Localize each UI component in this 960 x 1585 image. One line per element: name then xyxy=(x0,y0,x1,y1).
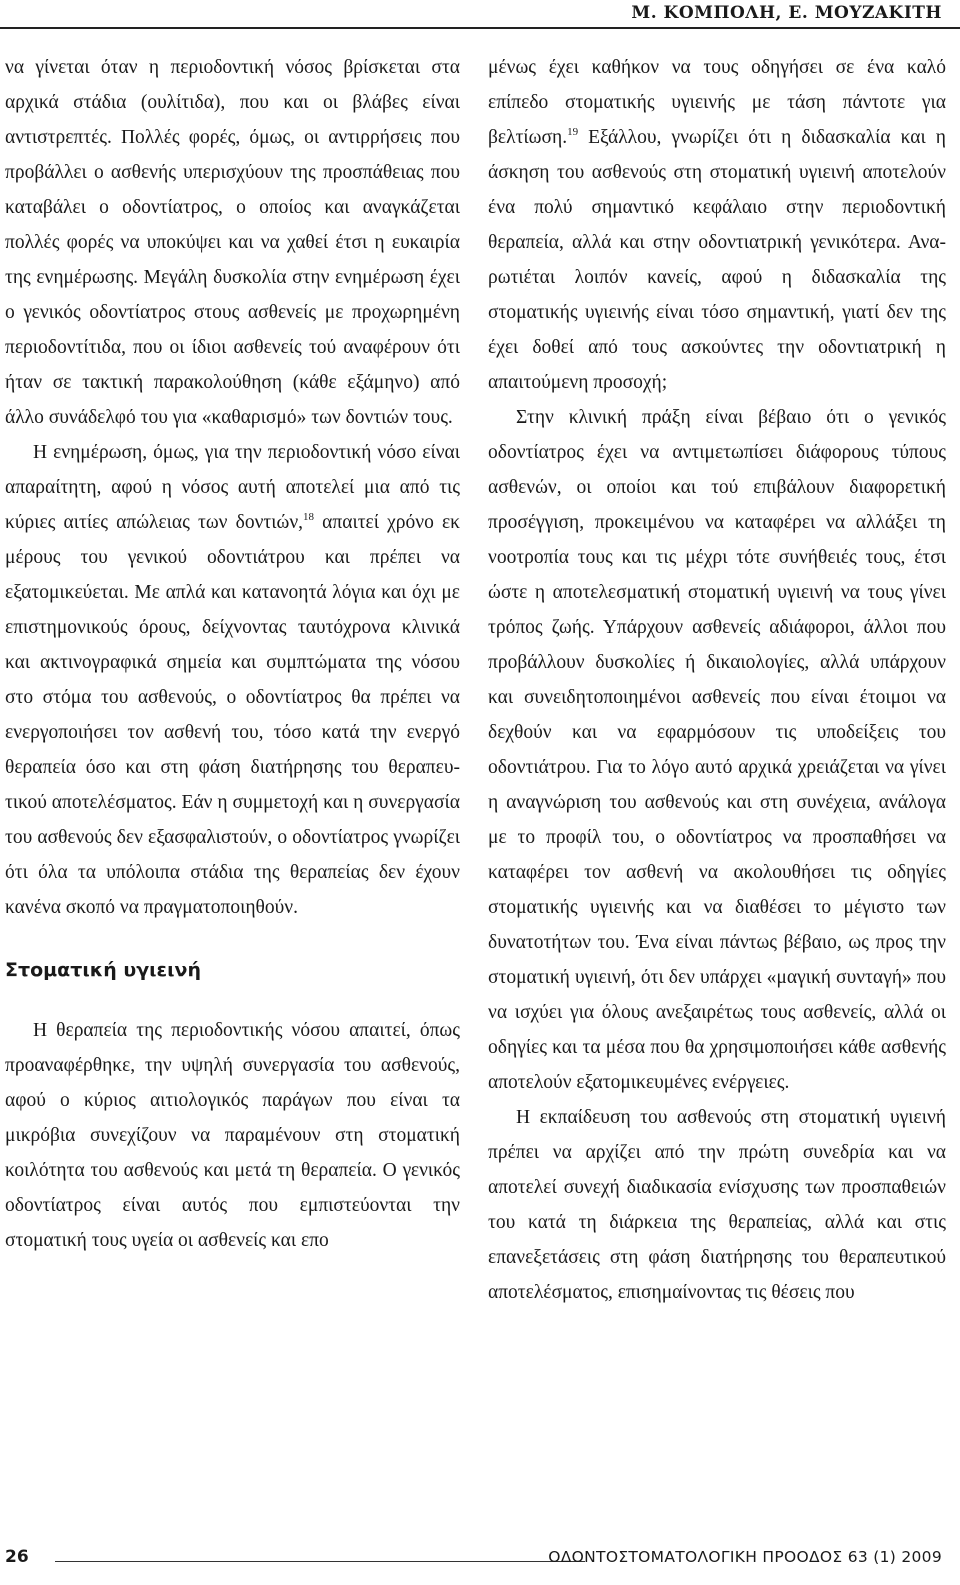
left-paragraph-3: Η θεραπεία της περιοδοντικής νόσου απαιτεί, όπως προαναφέρθηκε, την υψηλή συνεργασία του ασθενούς, αφού ο κύριος αιτιολογικός παράγων που είναι τα μικρόβια συνεχίζουν να παραμένουν στη στοματική κοιλότητα του ασθενούς και μετά τη θεραπεία. Ο γενικός οδοντίατρος είναι αυτός που εμπιστεύονται την στοματική τους υγεία οι ασθενείς και επο xyxy=(5,1020,460,1251)
header-rule xyxy=(0,27,960,29)
right-column xyxy=(488,50,946,1310)
footer-rule xyxy=(55,1561,585,1562)
section-heading-oral-hygiene: Στοματική υγιεινή xyxy=(5,959,201,981)
reference-18: 18 xyxy=(303,511,315,523)
page-number: 26 xyxy=(5,1547,29,1567)
journal-name: ΟΔΟΝΤΟΣΤΟΜΑΤΟΛΟΓΙΚΗ ΠΡΟΟΔΟΣ 63 (1) 2009 xyxy=(548,1548,942,1566)
right-paragraph-1-text-a: μένως έχει καθήκον να τους οδηγήσει σε ένα καλό επίπεδο στοματικής υγιεινής με τάση πάντοτε για βελτίωση. xyxy=(488,57,946,148)
reference-19: 19 xyxy=(567,126,579,138)
right-paragraph-1 xyxy=(488,50,946,400)
left-column xyxy=(5,50,460,1258)
right-paragraph-1-text-b: Εξάλλου, γνωρίζει ότι η διδασκαλία και η άσκηση του ασθενούς στη στοματική υγιεινή αποτελούν ένα πολύ σημαντικό κεφάλαιο στην περιοδοντική θεραπεία, αλλά και στην οδοντιατρική γενικότερα. Αναρωτιέται λοιπόν κανείς, αφού η διδασκαλία της στοματικής υγιεινής είναι τόσο σημαντική, γιατί δεν της έχει δοθεί από τους ασκούντες την οδοντιατρική η απαιτούμενη προσοχή; xyxy=(488,127,946,393)
running-head-authors: Μ. ΚΟΜΠΟΛΗ, Ε. ΜΟΥΖΑΚΙΤΗ xyxy=(631,3,942,23)
left-paragraph-2-text-a: Η ενημέρωση, όμως, για την περιοδοντική νόσο είναι απαραίτητη, αφού η νόσος αυτή αποτελεί μια από τις κύριες αιτίες απώλειας των δοντιών, xyxy=(5,442,460,533)
right-paragraph-2: Στην κλινική πράξη είναι βέβαιο ότι ο γενικός οδοντίατρος έχει να αντιμετωπίσει διάφορους τύπους ασθενών, οι οποίοι και τού επιβάλουν διαφορετική προσέγγιση, προκειμένου να καταφέρει να αλλάξει τη νοοτροπία τους και τις μέχρι τότε συνήθειές τους, έτσι ώστε η αποτελεσματική στοματική υγιεινή να τους γίνει τρόπος ζωής. Υπάρχουν ασθενείς αδιάφοροι, άλλοι που προβάλλουν δυσκολίες ή δικαιολογίες, αλλά υπάρχουν και συνειδητοποιημένοι ασθενείς που είναι έτοιμοι να δεχθούν και να εφαρμόσουν τις υποδείξεις του οδοντιάτρου. Για το λόγο αυτό αρχικά χρειάζεται να γίνει η αναγνώριση του ασθενούς και στη συνέχεια, ανάλογα με το προφίλ του, ο οδοντίατρος να προσπαθήσει να καταφέρει τον ασθενή να ακολουθήσει τις οδηγίες στοματικής υγιεινής και να διαθέσει το μέγιστο των δυνατοτήτων του. Ένα είναι πάντως βέβαιο, ως προς την στοματική υγιεινή, ότι δεν υπάρχει «μαγική συνταγή» που να ισχύει για όλους ανεξαιρέτως τους ασθενείς, αλλά οι οδηγίες και τα μέσα που θα χρησιμοποιήσει κάθε ασθενής αποτελούν εξατομικευμένες ενέργειες. xyxy=(488,407,946,1093)
left-paragraph-2 xyxy=(5,435,460,925)
left-paragraph-2-text-b: απαιτεί χρόνο εκ μέρους του γενικού οδοντιάτρου και πρέπει να εξατομικεύεται. Με απλά και κατανοητά λόγια και όχι με επιστημονικούς όρους, δείχνοντας ταυτόχρονα κλινικά και ακτινογραφικά σημεία και συμπτώματα της νόσου στο στόμα του ασθενούς, ο οδοντίατρος θα πρέπει να ενεργοποιήσει τον ασθενή του, τόσο κατά την ενεργό θεραπεία όσο και στη φάση διατήρησης του θεραπευτικού αποτελέσματος. Εάν η συμμετοχή και η συνεργασία του ασθενούς δεν εξασφαλιστούν, ο οδοντίατρος γνωρίζει ότι όλα τα υπόλοιπα στάδια της θεραπείας δεν έχουν κανένα σκοπό να πραγματοποιηθούν. xyxy=(5,512,461,918)
right-paragraph-3: Η εκπαίδευση του ασθενούς στη στοματική υγιεινή πρέπει να αρχίζει από την πρώτη συνεδρία και να αποτελεί συνεχή διαδικασία ενίσχυσης των προσπαθειών του κατά τη διάρκεια της θεραπείας, αλλά και στις επανεξετάσεις στη φάση διατήρησης του θεραπευτικού αποτελέσματος, επισημαίνοντας τις θέσεις που xyxy=(488,1107,946,1303)
page-footer xyxy=(0,1545,960,1575)
left-paragraph-1: να γίνεται όταν η περιοδοντική νόσος βρίσκεται στα αρχικά στάδια (ουλίτιδα), που και οι βλάβες είναι αντιστρεπτές. Πολλές φορές, όμως, οι αντιρρήσεις που προβάλλει ο ασθενής υπερισχύουν της προσπάθειας που καταβάλει ο οδοντίατρος, ο οποίος και αναγκάζεται πολλές φορές να υποκύψει και να χαθεί έτσι η ευκαιρία της ενημέρωσης. Μεγάλη δυσκολία στην ενημέρωση έχει ο γενικός οδοντίατρος στους ασθενείς με προχωρημένη περιοδοντίτιδα, που οι ίδιοι ασθενείς τού αναφέρουν ότι ήταν σε τακτική παρακολούθηση (κάθε εξάμηνο) από άλλο συνάδελφό του για «καθαρισμό» των δοντιών τους. xyxy=(5,57,460,428)
